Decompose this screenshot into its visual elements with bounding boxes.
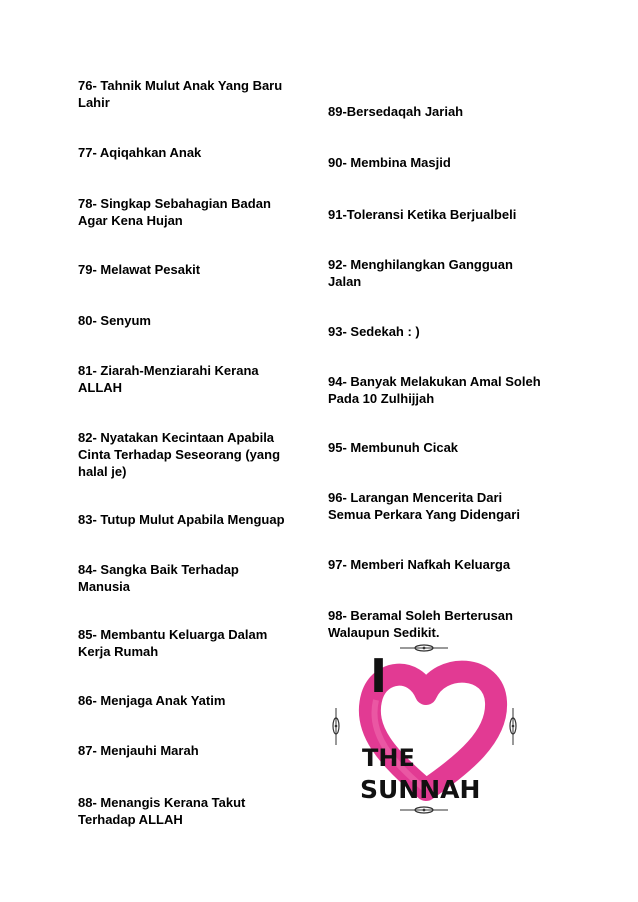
list-item-81: 81- Ziarah-Menziarahi Kerana ALLAH [78,363,259,395]
right-ornament-icon [510,708,516,745]
i-love-the-sunnah-logo [318,640,528,830]
left-ornament-icon [333,708,339,745]
list-item-92: 92- Menghilangkan Gangguan Jalan [328,257,513,289]
list-item-93: 93- Sedekah : ) [328,324,420,339]
list-item-98: 98- Beramal Soleh Berterusan Walaupun Sedikit. [328,608,513,640]
list-item-77: 77- Aqiqahkan Anak [78,145,202,160]
list-item-87: 87- Menjauhi Marah [78,743,199,758]
list-item-80: 80- Senyum [78,313,151,328]
list-item-88: 88- Menangis Kerana Takut Terhadap ALLAH [78,795,246,827]
list-item-97: 97- Memberi Nafkah Keluarga [328,557,511,572]
list-item-86: 86- Menjaga Anak Yatim [78,693,226,708]
list-item-79: 79- Melawat Pesakit [78,262,201,277]
list-item-89: 89-Bersedaqah Jariah [328,104,464,119]
list-item-76: 76- Tahnik Mulut Anak Yang Baru Lahir [78,78,283,110]
list-item-96: 96- Larangan Mencerita Dari Semua Perkara Yang Didengari [328,490,520,522]
logo-word-the: THE [362,744,415,772]
list-item-82: 82- Nyatakan Kecintaan Apabila Cinta Terhadap Seseorang (yang halal je) [78,430,281,479]
logo-word-i: I [370,649,388,703]
list-item-90: 90- Membina Masjid [328,155,451,170]
logo-word-sunnah: SUNNAH [360,775,481,804]
heart-icon [370,672,496,790]
list-item-78: 78- Singkap Sebahagian Badan Agar Kena Hujan [78,196,271,228]
top-ornament-icon [400,645,448,651]
list-item-91: 91-Toleransi Ketika Berjualbeli [328,207,517,222]
list-item-94: 94- Banyak Melakukan Amal Soleh Pada 10 Zulhijjah [328,374,541,406]
list-item-84: 84- Sangka Baik Terhadap Manusia [78,562,239,594]
bottom-ornament-icon [400,807,448,813]
list-item-95: 95- Membunuh Cicak [328,440,459,455]
list-item-83: 83- Tutup Mulut Apabila Menguap [78,512,285,527]
list-item-85: 85- Membantu Keluarga Dalam Kerja Rumah [78,627,268,659]
